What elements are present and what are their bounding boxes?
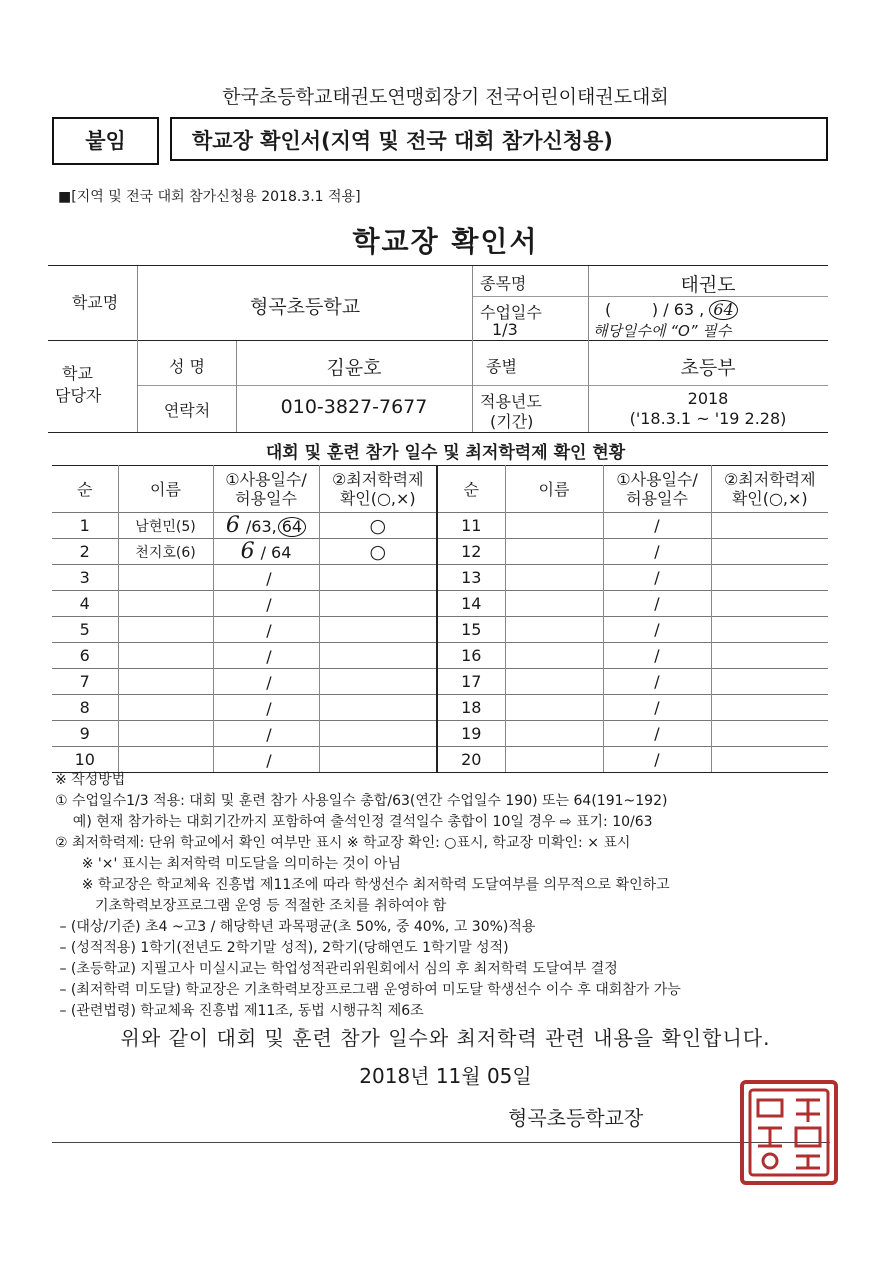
- header-days: ①사용일수/ 허용일수: [213, 466, 319, 513]
- table-body: [52, 513, 828, 773]
- note-line: ※ '×' 표시는 최저학력 미도달을 의미하는 것이 아님: [55, 856, 401, 872]
- info-bottom-rule: [48, 432, 828, 433]
- info-right-rule-2: [472, 385, 828, 386]
- header-name: 이름: [118, 466, 213, 513]
- row-check: [319, 643, 437, 669]
- days-value: /63,: [245, 517, 277, 536]
- row-days-2: /: [603, 721, 711, 747]
- contact-label: 연락처: [163, 401, 211, 420]
- note-line: – (최저학력 미도달) 학교장은 기초학력보장프로그램 운영하여 미도달 학생선수 이수 후 대회참가 가능: [55, 982, 681, 998]
- row-days-2: /: [603, 591, 711, 617]
- days-value: /: [266, 569, 272, 588]
- info-vline-3: [472, 266, 473, 432]
- note-line: – (성적적용) 1학기(전년도 2학기말 성적), 2학기(당해연도 1학기말 성적): [55, 940, 509, 956]
- document-title: 학교장 확인서: [352, 225, 539, 258]
- row-check: [319, 617, 437, 643]
- school-value: 형곡초등학교: [249, 296, 361, 318]
- days-value: /: [266, 621, 272, 640]
- event-label: 종목명: [480, 274, 527, 293]
- seal-icon: [744, 1084, 834, 1181]
- year-value: 2018: [687, 389, 729, 408]
- staff-label-1: 학교: [62, 364, 93, 383]
- row-name-2: [505, 747, 603, 773]
- table-row: [52, 747, 828, 773]
- row-no-2: 11: [437, 513, 505, 539]
- row-name: [118, 695, 213, 721]
- row-check-2: [711, 591, 828, 617]
- row-days: [213, 695, 319, 721]
- table-row: [52, 643, 828, 669]
- row-name: [118, 591, 213, 617]
- row-days: [213, 513, 319, 539]
- row-name-2: [505, 513, 603, 539]
- row-no-2: 18: [437, 695, 505, 721]
- note-line: 예) 현재 참가하는 대회기간까지 포함하여 출석인정 결석일수 총합이 10일 경우 ⇨ 표기: 10/63: [55, 814, 653, 830]
- row-no: 6: [52, 643, 118, 669]
- event-value: 태권도: [680, 274, 736, 296]
- row-days-2: /: [603, 539, 711, 565]
- row-check: ○: [319, 513, 437, 539]
- row-name: [118, 721, 213, 747]
- note-line: ※ 학교장은 학교체육 진흥법 제11조에 따라 학생선수 최저학력 도달여부를 의무적으로 확인하고: [55, 877, 670, 893]
- header-no: 순: [52, 466, 118, 513]
- header-days-2: ①사용일수/ 허용일수: [603, 466, 711, 513]
- days-value: /: [266, 699, 272, 718]
- table-row: [52, 669, 828, 695]
- row-name: 남현민(5): [118, 513, 213, 539]
- days-label-1: 수업일수: [480, 303, 542, 322]
- note-line: – (대상/기준) 초4 ~고3 / 해당학년 과목평균(초 50%, 중 40%, 고 30%)적용: [55, 919, 536, 935]
- note-line: – (초등학교) 지필고사 미실시교는 학업성적관리위원회에서 심의 후 최저학력 도달여부 결정: [55, 961, 618, 977]
- row-check-2: [711, 669, 828, 695]
- row-no: 8: [52, 695, 118, 721]
- attachment-tag: 붙임: [52, 117, 159, 165]
- row-no: 2: [52, 539, 118, 565]
- days-value-prefix: ( ) / 63 ,: [605, 300, 705, 319]
- row-check: [319, 695, 437, 721]
- row-no: 5: [52, 617, 118, 643]
- row-days: [213, 747, 319, 773]
- days-note: 해당일수에 “O” 필수: [593, 322, 732, 340]
- row-name-2: [505, 617, 603, 643]
- class-value: 초등부: [680, 357, 736, 379]
- table-row: [52, 721, 828, 747]
- days-value: /: [266, 595, 272, 614]
- header-no-2: 순: [437, 466, 505, 513]
- used-days: 6: [240, 539, 255, 564]
- row-check-2: [711, 513, 828, 539]
- principal-name: 형곡초등학교장: [508, 1106, 644, 1130]
- row-check: [319, 591, 437, 617]
- note-line: 기초학력보장프로그램 운영 등 적절한 조치를 취하여야 함: [55, 898, 447, 914]
- row-name-2: [505, 643, 603, 669]
- row-no-2: 14: [437, 591, 505, 617]
- row-check-2: [711, 721, 828, 747]
- writing-instructions: [55, 770, 845, 1022]
- form-note: ■[지역 및 전국 대회 참가신청용 2018.3.1 적용]: [58, 189, 361, 205]
- row-days-2: /: [603, 669, 711, 695]
- row-no: 10: [52, 747, 118, 773]
- row-name-2: [505, 539, 603, 565]
- table-row: [52, 565, 828, 591]
- row-days-2: /: [603, 643, 711, 669]
- row-check: [319, 565, 437, 591]
- row-days-2: /: [603, 513, 711, 539]
- year-period: ('18.3.1 ~ '19 2.28): [629, 409, 787, 428]
- row-no: 1: [52, 513, 118, 539]
- row-days-2: /: [603, 565, 711, 591]
- row-name-2: [505, 669, 603, 695]
- row-no: 4: [52, 591, 118, 617]
- used-days: 6: [225, 513, 240, 538]
- row-no-2: 13: [437, 565, 505, 591]
- row-no-2: 19: [437, 721, 505, 747]
- days-value: / 64: [260, 543, 292, 562]
- info-top-rule: [48, 265, 828, 266]
- table-row: [52, 539, 828, 565]
- row-check-2: [711, 695, 828, 721]
- row-no-2: 17: [437, 669, 505, 695]
- row-name: [118, 565, 213, 591]
- event-title: 한국초등학교태권도연맹회장기 전국어린이태권도대회: [222, 86, 669, 108]
- row-no: 9: [52, 721, 118, 747]
- table-header-row: [52, 466, 828, 513]
- row-name: [118, 747, 213, 773]
- row-no-2: 16: [437, 643, 505, 669]
- row-no-2: 20: [437, 747, 505, 773]
- class-label: 종별: [486, 357, 517, 376]
- staff-label-2: 담당자: [55, 386, 102, 405]
- header-name-2: 이름: [505, 466, 603, 513]
- row-name-2: [505, 591, 603, 617]
- days-value-circled: 64: [709, 300, 737, 320]
- row-name-2: [505, 695, 603, 721]
- row-check-2: [711, 747, 828, 773]
- row-check: [319, 721, 437, 747]
- row-name: 천지호(6): [118, 539, 213, 565]
- row-name: [118, 669, 213, 695]
- days-value: /: [266, 673, 272, 692]
- name-label: 성 명: [169, 357, 205, 376]
- bottom-rule: [52, 1142, 830, 1143]
- year-label-1: 적용년도: [480, 392, 542, 411]
- row-days: [213, 539, 319, 565]
- row-no: 7: [52, 669, 118, 695]
- note-line: ① 수업일수1/3 적용: 대회 및 훈련 참가 사용일수 총합/63(연간 수업일수 190) 또는 64(191~192): [55, 793, 668, 809]
- name-value: 김윤호: [326, 357, 382, 379]
- principal-seal-image: [740, 1080, 838, 1185]
- confirmation-text: 위와 같이 대회 및 훈련 참가 일수와 최저학력 관련 내용을 확인합니다.: [120, 1026, 771, 1050]
- row-no: 3: [52, 565, 118, 591]
- days-label-2: 1/3: [492, 320, 518, 339]
- contact-value: 010-3827-7677: [280, 396, 428, 418]
- days-value: [605, 300, 738, 320]
- info-left-rule: [138, 385, 472, 386]
- row-check-2: [711, 617, 828, 643]
- table-row: [52, 591, 828, 617]
- table-title: 대회 및 훈련 참가 일수 및 최저학력제 확인 현황: [265, 443, 626, 463]
- days-value: /: [266, 725, 272, 744]
- row-name: [118, 643, 213, 669]
- row-check-2: [711, 565, 828, 591]
- row-check: ○: [319, 539, 437, 565]
- year-label-2: (기간): [490, 412, 534, 431]
- header-grade: ②최저학력제 확인(○,×): [319, 466, 437, 513]
- school-label: 학교명: [71, 293, 119, 312]
- row-check-2: [711, 643, 828, 669]
- row-check-2: [711, 539, 828, 565]
- header-grade-2: ②최저학력제 확인(○,×): [711, 466, 828, 513]
- table-row: [52, 617, 828, 643]
- table-row: [52, 695, 828, 721]
- document-heading: 학교장 확인서(지역 및 전국 대회 참가신청용): [170, 117, 828, 161]
- row-check: [319, 669, 437, 695]
- row-days: [213, 617, 319, 643]
- table-row: [52, 513, 828, 539]
- days-value: /: [266, 751, 272, 770]
- days-value: /: [266, 647, 272, 666]
- participation-table: [52, 465, 828, 773]
- row-no-2: 12: [437, 539, 505, 565]
- row-check: [319, 747, 437, 773]
- row-name-2: [505, 565, 603, 591]
- row-days-2: /: [603, 617, 711, 643]
- date: 2018년 11월 05일: [359, 1064, 532, 1088]
- row-days: [213, 591, 319, 617]
- row-days: [213, 721, 319, 747]
- note-line: ② 최저학력제: 단위 학교에서 확인 여부만 표시 ※ 학교장 확인: ○표시, 학교장 미확인: × 표시: [55, 835, 631, 851]
- row-days: [213, 565, 319, 591]
- row-days: [213, 643, 319, 669]
- row-days-2: /: [603, 695, 711, 721]
- row-name: [118, 617, 213, 643]
- note-line: – (관련법령) 학교체육 진흥법 제11조, 동법 시행규칙 제6조: [55, 1003, 424, 1019]
- row-no-2: 15: [437, 617, 505, 643]
- circled-days: 64: [278, 517, 306, 537]
- row-name-2: [505, 721, 603, 747]
- note-line: ※ 작성방법: [55, 772, 126, 788]
- row-days-2: /: [603, 747, 711, 773]
- row-days: [213, 669, 319, 695]
